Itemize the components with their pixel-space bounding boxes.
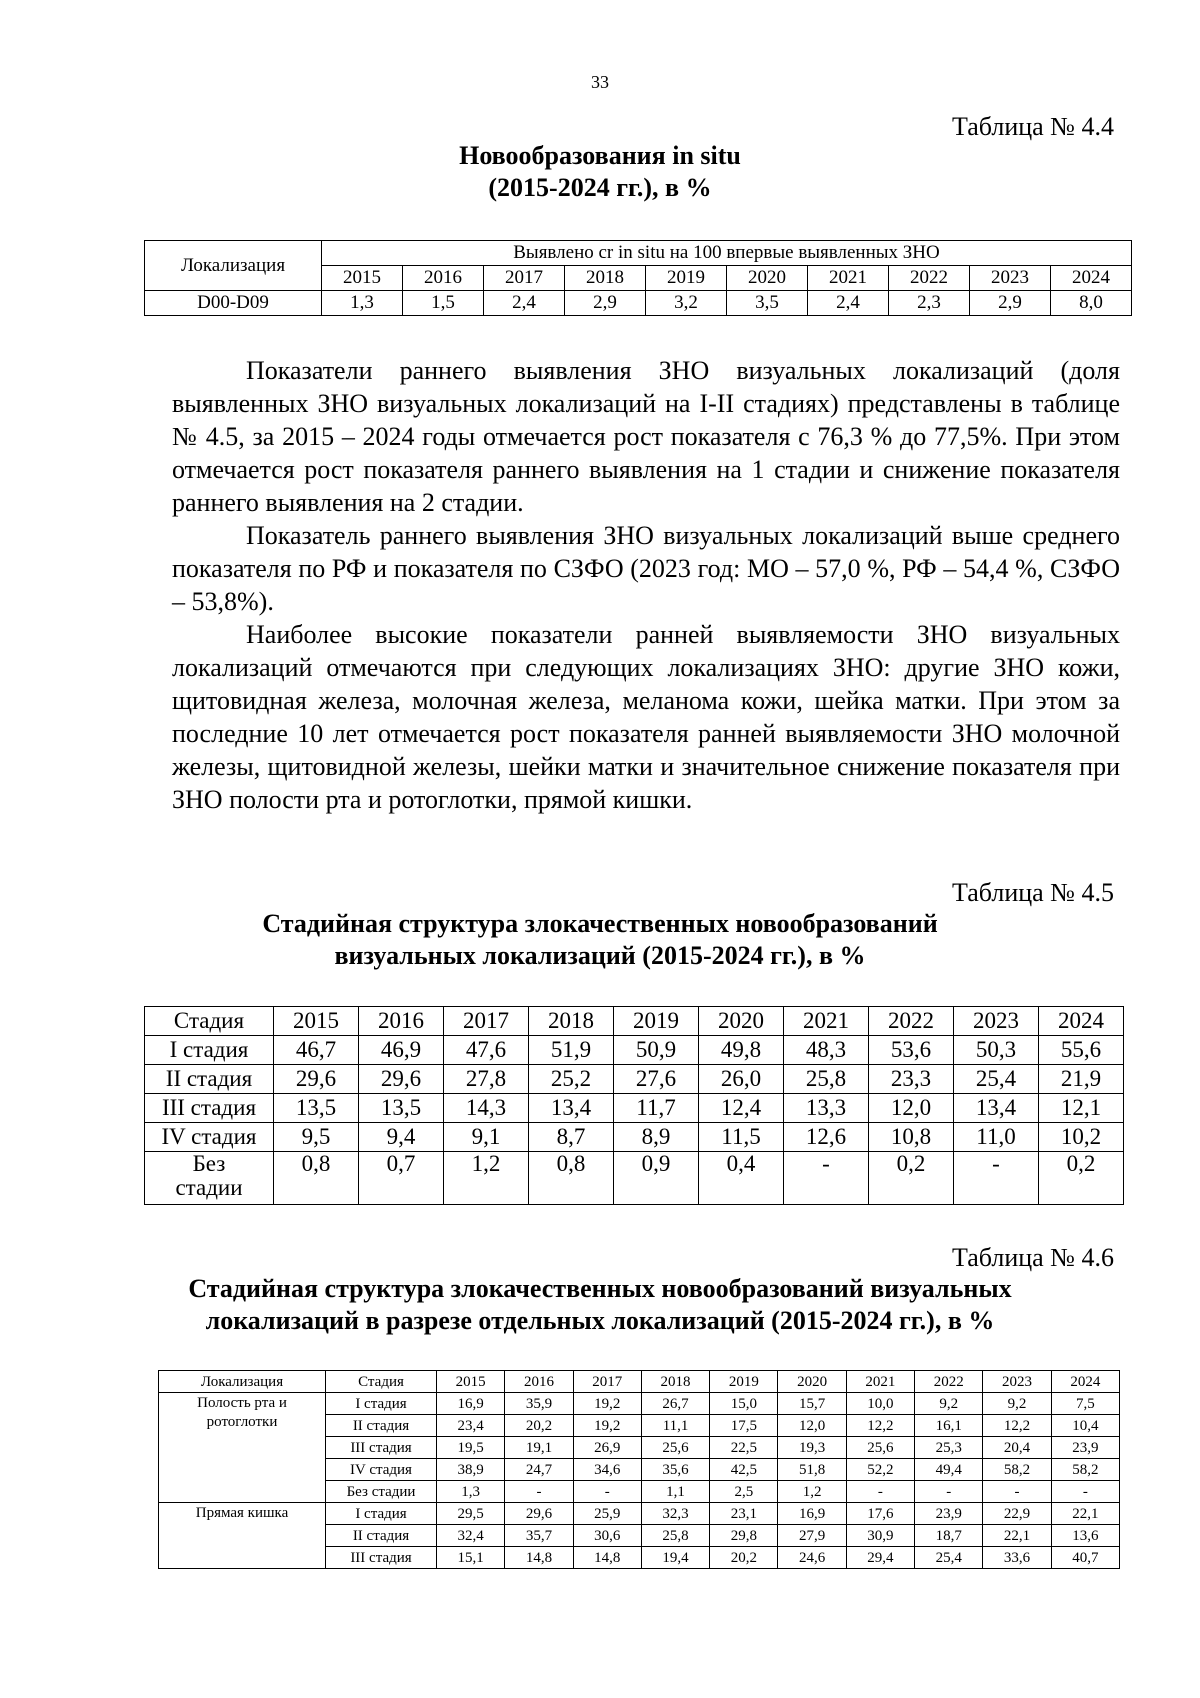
row-label: IV стадия [145,1123,274,1152]
table-cell: 35,7 [505,1525,573,1547]
table-cell: 29,4 [846,1547,914,1569]
table-cell: 22,9 [983,1503,1051,1525]
stage-cell: IV стадия [326,1459,437,1481]
table-cell: 42,5 [710,1459,778,1481]
table-row [159,1503,1120,1525]
table-cell: 20,2 [505,1415,573,1437]
table-cell: 34,6 [573,1459,641,1481]
column-header-year: 2016 [403,266,484,291]
table-cell: 16,9 [778,1503,846,1525]
page-number: 33 [591,72,609,92]
table-cell: 9,1 [444,1123,529,1152]
table-cell: 25,9 [573,1503,641,1525]
column-header-year: 2016 [505,1371,573,1393]
column-header-year: 2016 [359,1007,444,1036]
table-cell: 40,7 [1051,1547,1119,1569]
column-header-year: 2018 [641,1371,709,1393]
table-cell: 25,4 [954,1065,1039,1094]
table-cell: 12,6 [784,1123,869,1152]
table-4-6-title [0,1273,1200,1337]
table-cell: 25,4 [915,1547,983,1569]
column-header-year: 2024 [1051,1371,1119,1393]
table-cell: 0,9 [614,1152,699,1205]
body-text [172,354,1120,816]
table-cell: 46,9 [359,1036,444,1065]
table-row [145,1036,1124,1065]
table-cell: 26,9 [573,1437,641,1459]
table-cell: - [573,1481,641,1503]
table-cell: 2,9 [970,291,1051,316]
stage-cell: I стадия [326,1503,437,1525]
table-row [145,291,1132,316]
table-cell: 12,4 [699,1094,784,1123]
table-4-5-title-line2: визуальных локализаций (2015-2024 гг.), в % [334,941,866,970]
table-cell: 0,2 [1039,1152,1124,1205]
table-cell: 27,9 [778,1525,846,1547]
table-cell: 1,3 [322,291,403,316]
table-cell: 35,9 [505,1393,573,1415]
table-cell: 15,1 [437,1547,505,1569]
table-cell: 51,8 [778,1459,846,1481]
table-cell: 29,6 [359,1065,444,1094]
table-cell: 20,4 [983,1437,1051,1459]
table-row [159,1393,1120,1415]
table-4-4-title-line2: (2015-2024 гг.), в % [488,173,712,202]
table-cell: 27,6 [614,1065,699,1094]
table-cell: 9,5 [274,1123,359,1152]
stage-cell: II стадия [326,1525,437,1547]
localization-cell [159,1393,326,1503]
table-row [145,1094,1124,1123]
table-cell: 14,8 [573,1547,641,1569]
localization-line2: ротоглотки [206,1414,278,1430]
row-label-line1: Без [192,1151,226,1176]
table-cell: 13,6 [1051,1525,1119,1547]
table-cell: - [505,1481,573,1503]
table-cell: 29,6 [274,1065,359,1094]
table-cell: 27,8 [444,1065,529,1094]
stage-cell: II стадия [326,1415,437,1437]
table-header-row [145,1007,1124,1036]
table-cell: 1,1 [641,1481,709,1503]
column-header-year: 2015 [322,266,403,291]
table-cell: 11,1 [641,1415,709,1437]
column-header-year: 2018 [565,266,646,291]
table-cell: 12,0 [869,1094,954,1123]
table-cell: 23,9 [1051,1437,1119,1459]
table-cell: 7,5 [1051,1393,1119,1415]
table-cell: 52,2 [846,1459,914,1481]
table-cell: 0,8 [274,1152,359,1205]
table-header-row [145,241,1132,266]
table-cell: 2,5 [710,1481,778,1503]
table-cell: 13,4 [529,1094,614,1123]
table-cell: 19,3 [778,1437,846,1459]
table-cell: 25,3 [915,1437,983,1459]
column-header-localization: Локализация [145,241,322,291]
column-header-year: 2021 [846,1371,914,1393]
table-cell: 49,4 [915,1459,983,1481]
table-cell: 33,6 [983,1547,1051,1569]
table-cell: 53,6 [869,1036,954,1065]
table-cell: 8,7 [529,1123,614,1152]
table-cell: 11,7 [614,1094,699,1123]
column-header-year: 2017 [573,1371,641,1393]
table-cell: 22,1 [1051,1503,1119,1525]
table-cell: 1,3 [437,1481,505,1503]
table-cell: 38,9 [437,1459,505,1481]
table-cell: 19,4 [641,1547,709,1569]
table-cell: 30,6 [573,1525,641,1547]
column-header-year: 2020 [727,266,808,291]
column-header-year: 2015 [274,1007,359,1036]
column-header-year: 2018 [529,1007,614,1036]
table-cell: 24,6 [778,1547,846,1569]
table-cell: 24,7 [505,1459,573,1481]
table-cell: 0,2 [869,1152,954,1205]
table-cell: 46,7 [274,1036,359,1065]
paragraph: Показатели раннего выявления ЗНО визуальных локализаций (доля выявленных ЗНО визуальных локализаций на I-II стадиях) представлены в таблице № 4.5, за 2015 – 2024 годы отмечается рост показателя с 76,3 % до 77,5%. При этом отмечается рост показателя раннего выявления на 1 стадии и снижение показателя раннего выявления на 2 стадии. [172,356,1120,517]
table-cell: 13,5 [274,1094,359,1123]
table-cell: 1,2 [778,1481,846,1503]
table-cell: - [784,1152,869,1205]
row-label-line2: стадии [175,1175,243,1200]
table-cell: 12,0 [778,1415,846,1437]
table-cell: 51,9 [529,1036,614,1065]
table-cell: 16,9 [437,1393,505,1415]
table-cell: 30,9 [846,1525,914,1547]
column-header-year: 2017 [484,266,565,291]
table-cell: 11,0 [954,1123,1039,1152]
column-header-year: 2019 [646,266,727,291]
table-4-4-label: Таблица № 4.4 [951,112,1114,141]
table-cell: 2,3 [889,291,970,316]
table-cell: 19,5 [437,1437,505,1459]
table-cell: 9,2 [983,1393,1051,1415]
column-header-stage: Стадия [145,1007,274,1036]
table-cell: 25,6 [846,1437,914,1459]
table-4-4 [144,240,1132,316]
table-4-6 [158,1370,1120,1569]
table-cell: 26,7 [641,1393,709,1415]
column-header-localization: Локализация [159,1371,326,1393]
table-row [145,1152,1124,1205]
table-cell: 48,3 [784,1036,869,1065]
row-label: II стадия [145,1065,274,1094]
column-header-year: 2024 [1051,266,1132,291]
table-cell: - [954,1152,1039,1205]
table-cell: 2,4 [484,291,565,316]
table-cell: 22,5 [710,1437,778,1459]
table-cell: 3,2 [646,291,727,316]
table-cell: 20,2 [710,1547,778,1569]
table-cell: 12,2 [983,1415,1051,1437]
table-cell: 21,9 [1039,1065,1124,1094]
table-cell: 10,8 [869,1123,954,1152]
table-cell: 2,4 [808,291,889,316]
table-cell: 10,2 [1039,1123,1124,1152]
table-cell: 47,6 [444,1036,529,1065]
table-cell: 23,3 [869,1065,954,1094]
row-label: D00-D09 [145,291,322,316]
table-cell: 3,5 [727,291,808,316]
table-cell: 25,2 [529,1065,614,1094]
table-4-6-title-line2: локализаций в разрезе отдельных локализаций (2015-2024 гг.), в % [205,1306,995,1335]
table-4-4-title [0,140,1200,204]
table-cell: - [1051,1481,1119,1503]
column-header-year: 2019 [710,1371,778,1393]
column-header-year: 2020 [699,1007,784,1036]
column-header-year: 2017 [444,1007,529,1036]
table-cell: 50,3 [954,1036,1039,1065]
stage-cell: Без стадии [326,1481,437,1503]
table-cell: 23,4 [437,1415,505,1437]
table-cell: 49,8 [699,1036,784,1065]
table-cell: 18,7 [915,1525,983,1547]
column-header-year: 2023 [983,1371,1051,1393]
localization-line1: Полость рта и [197,1395,287,1411]
table-cell: 23,1 [710,1503,778,1525]
table-cell: 23,9 [915,1503,983,1525]
table-cell: 25,8 [641,1525,709,1547]
table-cell: 25,8 [784,1065,869,1094]
table-4-6-label: Таблица № 4.6 [951,1243,1114,1272]
stage-cell: I стадия [326,1393,437,1415]
column-header-year: 2015 [437,1371,505,1393]
table-cell: 15,7 [778,1393,846,1415]
table-cell: 58,2 [983,1459,1051,1481]
table-cell: 11,5 [699,1123,784,1152]
table-cell: 10,4 [1051,1415,1119,1437]
table-cell: 15,0 [710,1393,778,1415]
table-cell: - [915,1481,983,1503]
column-header-year: 2021 [808,266,889,291]
table-cell: 2,9 [565,291,646,316]
table-4-5-title-line1: Стадийная структура злокачественных новообразований [262,909,938,938]
table-cell: 14,3 [444,1094,529,1123]
table-cell: 1,5 [403,291,484,316]
column-header-stage: Стадия [326,1371,437,1393]
table-cell: 9,4 [359,1123,444,1152]
table-cell: 13,3 [784,1094,869,1123]
table-cell: 13,4 [954,1094,1039,1123]
column-header-year: 2021 [784,1007,869,1036]
table-row [145,1123,1124,1152]
table-cell: 29,6 [505,1503,573,1525]
paragraph: Показатель раннего выявления ЗНО визуальных локализаций выше среднего показателя по РФ и показателя по СЗФО (2023 год: МО – 57,0 %, РФ – 54,4 %, СЗФО – 53,8%). [172,521,1120,616]
row-label: I стадия [145,1036,274,1065]
table-cell: 32,3 [641,1503,709,1525]
table-cell: 19,2 [573,1415,641,1437]
table-cell: 19,2 [573,1393,641,1415]
row-label [145,1152,274,1205]
table-cell: - [846,1481,914,1503]
table-cell: - [983,1481,1051,1503]
column-header-year: 2022 [869,1007,954,1036]
column-group-header: Выявлено cr in situ на 100 впервые выявленных ЗНО [322,241,1132,266]
row-label: III стадия [145,1094,274,1123]
table-cell: 0,8 [529,1152,614,1205]
table-cell: 12,1 [1039,1094,1124,1123]
table-cell: 26,0 [699,1065,784,1094]
table-header-row [159,1371,1120,1393]
table-cell: 0,4 [699,1152,784,1205]
column-header-year: 2024 [1039,1007,1124,1036]
table-cell: 19,1 [505,1437,573,1459]
table-cell: 25,6 [641,1437,709,1459]
table-cell: 55,6 [1039,1036,1124,1065]
table-cell: 29,8 [710,1525,778,1547]
table-cell: 50,9 [614,1036,699,1065]
table-4-4-title-line1: Новообразования in situ [459,141,741,170]
table-cell: 0,7 [359,1152,444,1205]
column-header-year: 2023 [970,266,1051,291]
table-cell: 9,2 [915,1393,983,1415]
table-4-5 [144,1006,1124,1205]
localization-cell [159,1503,326,1569]
column-header-year: 2023 [954,1007,1039,1036]
table-cell: 35,6 [641,1459,709,1481]
column-header-year: 2020 [778,1371,846,1393]
paragraph: Наиболее высокие показатели ранней выявляемости ЗНО визуальных локализаций отмечаются при следующих локализациях ЗНО: другие ЗНО кожи, щитовидная железа, молочная железа, меланома кожи, шейка матки. При этом за последние 10 лет отмечается рост показателя ранней выявляемости ЗНО молочной железы, щитовидной железы, шейки матки и значительное снижение показателя при ЗНО полости рта и ротоглотки, прямой кишки. [172,620,1120,814]
table-cell: 13,5 [359,1094,444,1123]
table-cell: 32,4 [437,1525,505,1547]
stage-cell: III стадия [326,1547,437,1569]
table-cell: 29,5 [437,1503,505,1525]
table-cell: 22,1 [983,1525,1051,1547]
table-4-6-title-line1: Стадийная структура злокачественных новообразований визуальных [188,1274,1012,1303]
column-header-year: 2022 [915,1371,983,1393]
table-cell: 58,2 [1051,1459,1119,1481]
stage-cell: III стадия [326,1437,437,1459]
table-cell: 16,1 [915,1415,983,1437]
table-4-5-label: Таблица № 4.5 [951,878,1114,907]
table-cell: 14,8 [505,1547,573,1569]
table-cell: 10,0 [846,1393,914,1415]
table-cell: 17,5 [710,1415,778,1437]
column-header-year: 2019 [614,1007,699,1036]
table-cell: 17,6 [846,1503,914,1525]
table-4-5-title [0,908,1200,972]
table-cell: 12,2 [846,1415,914,1437]
table-cell: 1,2 [444,1152,529,1205]
table-cell: 8,0 [1051,291,1132,316]
column-header-year: 2022 [889,266,970,291]
table-cell: 8,9 [614,1123,699,1152]
table-row [145,1065,1124,1094]
localization-line1: Прямая кишка [195,1505,289,1521]
